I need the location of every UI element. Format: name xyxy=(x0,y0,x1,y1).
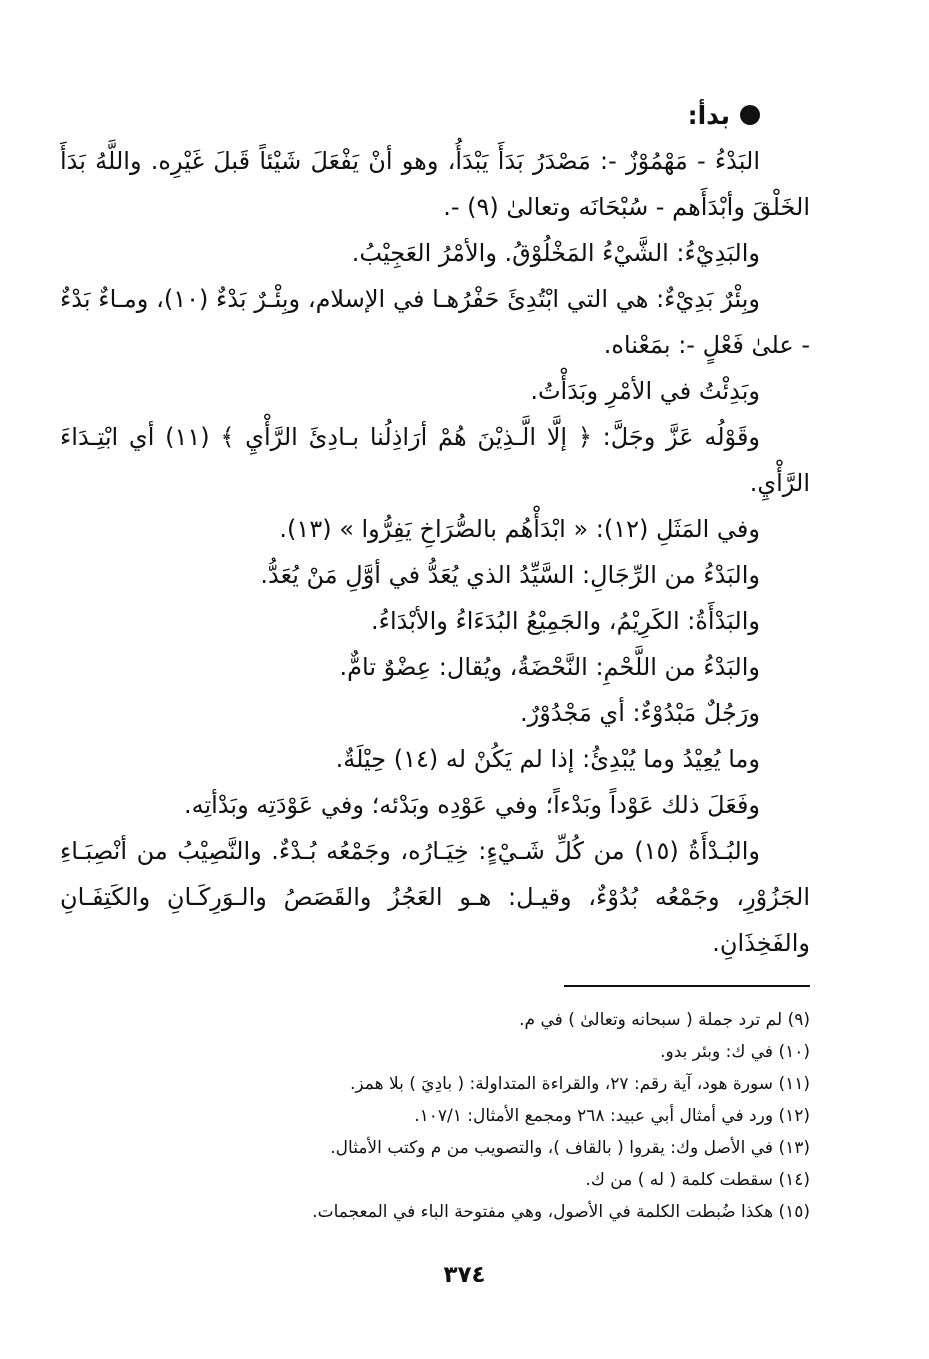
entry-paragraph: والبَدْءُ من اللَّحْمِ: النَّحْضَةُ، ويُقال: عِضْوٌ تامٌّ. xyxy=(339,653,760,681)
entry-paragraph: وبَدِئْتُ في الأمْرِ وبَدَأْتُ. xyxy=(530,377,760,405)
entry-paragraph: وفَعَلَ ذلك عَوْداً وبَدْءاً؛ وفي عَوْدِه وبَدْئه؛ وفي عَوْدَتِه وبَدْأتِه. xyxy=(183,791,760,819)
entry-paragraph: ورَجُلٌ مَبْدُوْءٌ: أي مَجْدُوْرٌ. xyxy=(520,699,760,727)
entry-paragraph: وفي المَثَلِ (١٢): « ابْدَأْهُم بالصُّرَاخِ يَفِرُّوا » (١٣). xyxy=(279,515,760,543)
entry-body xyxy=(60,138,810,966)
entry-paragraph: والبَدْءُ من الرِّجَالِ: السَّيِّدُ الذي يُعَدُّ في أوَّلِ مَنْ يُعَدُّ. xyxy=(260,561,760,589)
footnote-divider xyxy=(564,985,810,987)
footnote: (١٢) ورد في أمثال أبي عبيد: ٢٦٨ ومجمع الأمثال: ١٠٧/١. xyxy=(414,1106,810,1126)
footnote: (٩) لم ترد جملة ( سبحانه وتعالىٰ ) في م. xyxy=(519,1010,810,1030)
footnote: (١٥) هكذا ضُبطت الكلمة في الأصول، وهي مفتوحة الباء في المعجمات. xyxy=(312,1202,810,1222)
entry-heading xyxy=(60,92,810,138)
footnote: (١١) سورة هود، آية رقم: ٢٧، والقراءة المتداولة: ( بادِيَ ) بلا همز. xyxy=(350,1074,810,1094)
footnote: (١٤) سقطت كلمة ( له ) من ك. xyxy=(585,1170,810,1190)
entry-paragraph: وبِئْرٌ بَدِيْءٌ: هي التي ابْتُدِئَ حَفْرُهـا في الإسلام، وبِئْـرٌ بَدْءٌ (١٠)، ومـاءٌ بَدْءٌ - علىٰ فَعْلٍ -: بمَعْناه. xyxy=(60,285,810,359)
entry-paragraph: والبَدْأَةُ: الكَرِيْمُ، والجَمِيْعُ البُدَءَاءُ والأبْدَاءُ. xyxy=(371,607,760,635)
entry-paragraph: البَدْءُ - مَهْمُوْزٌ -: مَصْدَرُ بَدَأَ يَبْدَأُ، وهو أنْ يَفْعَلَ شَيْئاً قَبلَ غَيْرِه. واللَّهُ بَدَأَ الخَلْقَ وأبْدَأَهم - سُبْحَانَه وتعالىٰ (٩) -. xyxy=(60,147,810,221)
footnotes xyxy=(200,1004,810,1228)
bullet-icon xyxy=(740,105,760,125)
entry-paragraph: وما يُعِيْدُ وما يُبْدِئُ: إذا لم يَكُنْ له (١٤) حِيْلَةٌ. xyxy=(335,745,760,773)
entry-paragraph: وقَوْلُه عَزَّ وجَلَّ: ﴿ إلَّا الَّـذِيْنَ هُمْ أرَاذِلُنا بـادِئَ الرَّأْيِ ﴾ (١١) أي ابْتِـدَاءَ الرَّأْيِ. xyxy=(60,423,810,497)
entry-paragraph: والبَدِيْءُ: الشَّيْءُ المَخْلُوْقُ. والأمْرُ العَجِيْبُ. xyxy=(351,239,760,267)
main-text-block xyxy=(60,92,810,966)
entry-heading-text: بدأ: xyxy=(687,100,730,130)
footnote: (١٠) في ك: وبئر بدو. xyxy=(660,1042,810,1062)
footnote: (١٣) في الأصل وك: يقروا ( بالقاف )، والتصويب من م وكتب الأمثال. xyxy=(330,1138,810,1158)
entry-paragraph: والبُـدْأَةُ (١٥) من كُلِّ شَـيْءٍ: خِيَـارُه، وجَمْعُه بُـدْءٌ. والنَّصِيْبُ من أنْصِبَـاءِ الجَزُوْرِ، وجَمْعُه بُدُوْءٌ، وقيـل: هـو العَجُزُ والقَصَصُ والـوَرِكَـانِ والكَتِفَـانِ والفَخِذَانِ. xyxy=(60,837,810,957)
page-number: ٣٧٤ xyxy=(443,1262,486,1288)
